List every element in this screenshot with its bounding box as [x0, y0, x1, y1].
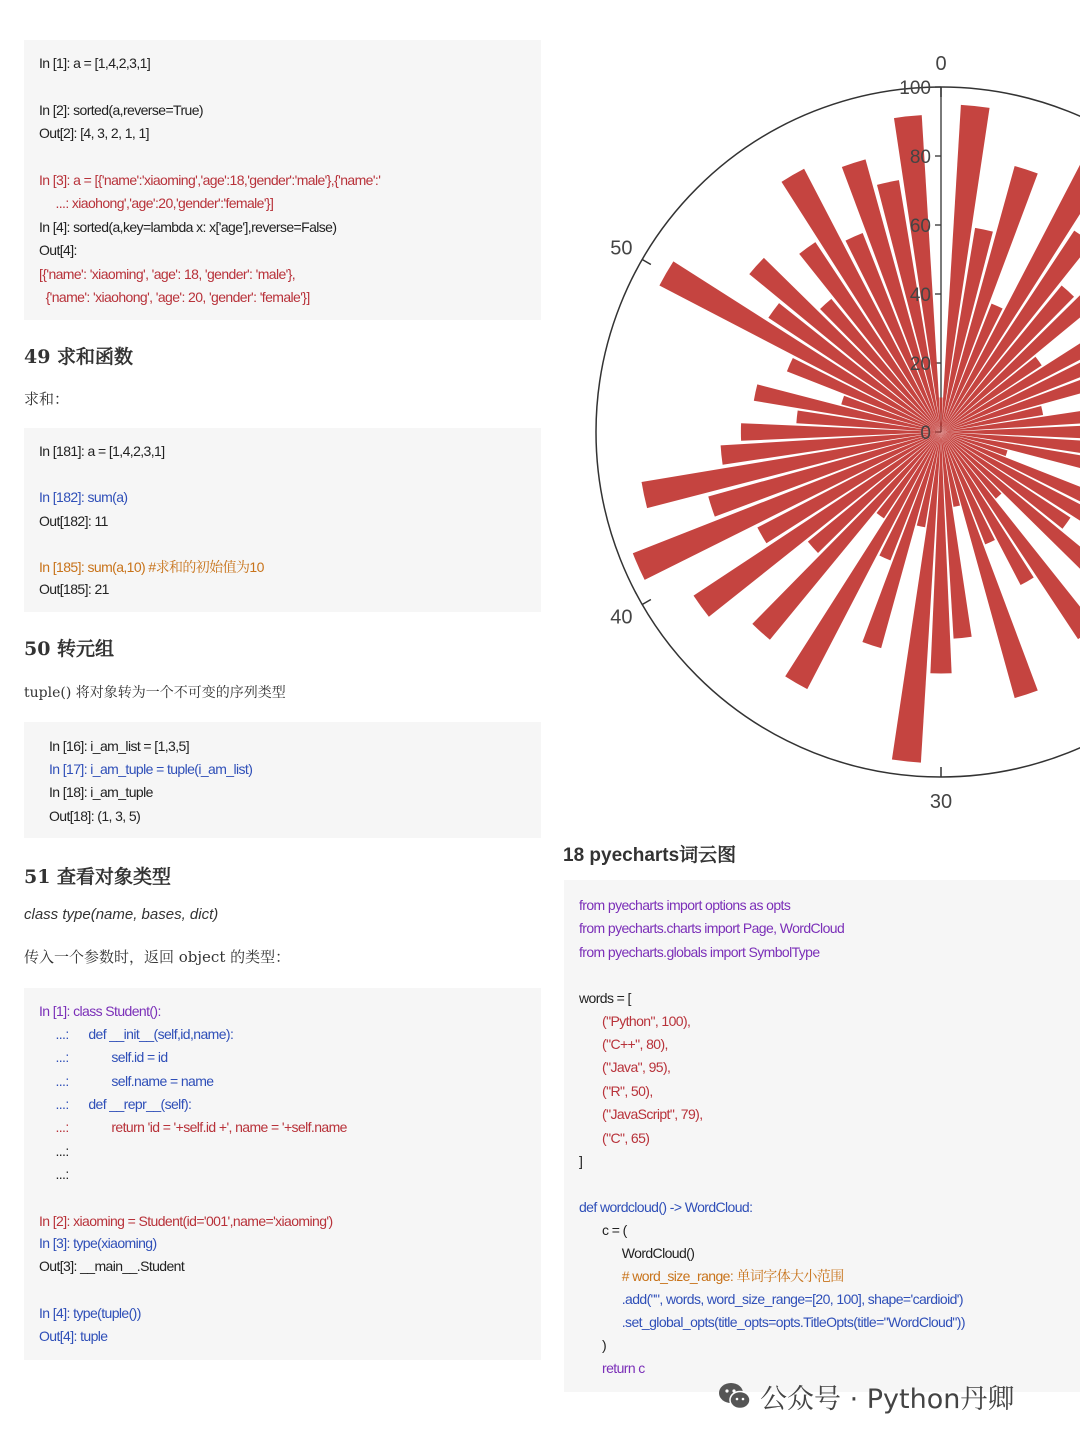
- code-line: In [4]: sorted(a,key=lambda x: x['age'],reverse=False): [39, 219, 337, 235]
- heading-18: 18 pyecharts词云图: [563, 845, 737, 866]
- code-line: In [1]: class Student():: [39, 1003, 161, 1019]
- r-tick-label: 60: [909, 216, 931, 237]
- code-line: WordCloud(): [579, 1245, 695, 1261]
- code-line: ("Java", 95),: [579, 1059, 671, 1075]
- r-tick-label: 100: [899, 78, 931, 99]
- code-line: Out[182]: 11: [39, 513, 108, 529]
- code-line: In [2]: xiaoming = Student(id='001',name='xiaoming'): [39, 1213, 333, 1229]
- theta-tick: [642, 260, 651, 265]
- wechat-icon: [718, 1381, 752, 1411]
- code-line: from pyecharts.globals import SymbolType: [579, 944, 820, 960]
- r-tick-label: 80: [909, 147, 931, 168]
- code-line: .set_global_opts(title_opts=opts.TitleOpts(title="WordCloud")): [579, 1314, 965, 1330]
- code-block-type: [24, 988, 541, 1360]
- code-line: In [16]: i_am_list = [1,3,5]: [49, 738, 190, 754]
- code-line: In [17]: i_am_tuple = tuple(i_am_list): [49, 761, 253, 777]
- code-line: ...: return 'id = '+self.id +', name = '+self.name: [39, 1119, 347, 1135]
- code-line: c = (: [579, 1222, 627, 1238]
- code-line: ): [579, 1337, 607, 1353]
- watermark: [718, 1376, 1058, 1416]
- paragraph-51-signature: class type(name, bases, dict): [24, 906, 219, 923]
- code-line: In [3]: type(xiaoming): [39, 1235, 157, 1251]
- theta-tick-label: 50: [610, 237, 633, 260]
- code-line: ]: [579, 1153, 583, 1169]
- polar-bar-chart: [555, 40, 1080, 840]
- r-tick-label: 0: [920, 423, 931, 444]
- heading-51: 51 查看对象类型: [24, 866, 172, 888]
- code-line: Out[4]: tuple: [39, 1328, 108, 1344]
- code-line: ...: xiaohong','age':20,'gender':'female'}]: [39, 195, 274, 211]
- code-line: # word_size_range: 单词字体大小范围: [579, 1268, 844, 1284]
- code-line: Out[18]: (1, 3, 5): [49, 808, 141, 824]
- code-line: def wordcloud() -> WordCloud:: [579, 1199, 753, 1215]
- code-block-wordcloud: [564, 880, 1080, 1392]
- code-line: ...: self.name = name: [39, 1073, 214, 1089]
- code-line: from pyecharts import options as opts: [579, 897, 791, 913]
- polar-bars: [633, 105, 1080, 763]
- r-tick-label: 20: [909, 354, 931, 375]
- theta-tick-label: 0: [935, 53, 947, 75]
- heading-49: 49 求和函数: [24, 346, 134, 368]
- code-line: {'name': 'xiaohong', 'age': 20, 'gender': 'female'}]: [39, 289, 310, 305]
- r-tick-label: 40: [909, 285, 931, 306]
- code-line: In [4]: type(tuple()): [39, 1305, 141, 1321]
- code-line: In [181]: a = [1,4,2,3,1]: [39, 443, 165, 459]
- code-line: ...: def __repr__(self):: [39, 1096, 192, 1112]
- code-line: In [18]: i_am_tuple: [49, 784, 153, 800]
- paragraph-49: 求和：: [24, 390, 70, 408]
- code-line: words = [: [579, 990, 631, 1006]
- code-block-sum: [24, 428, 541, 612]
- code-line: ("Python", 100),: [579, 1013, 691, 1029]
- code-line: Out[3]: __main__.Student: [39, 1258, 185, 1274]
- code-line: return c: [579, 1360, 645, 1376]
- paragraph-51-desc: 传入一个参数时，返回 object 的类型：: [24, 948, 291, 966]
- code-line: ("R", 50),: [579, 1083, 653, 1099]
- code-line: ("JavaScript", 79),: [579, 1106, 703, 1122]
- code-line: ...: self.id = id: [39, 1049, 168, 1065]
- code-line: [{'name': 'xiaoming', 'age': 18, 'gender': 'male'},: [39, 266, 296, 282]
- code-line: ...:: [39, 1166, 69, 1182]
- code-block-sorted: [24, 40, 541, 320]
- theta-tick-label: 30: [929, 791, 953, 813]
- heading-50: 50 转元组: [24, 638, 115, 660]
- code-line: Out[185]: 21: [39, 581, 109, 597]
- code-line: ("C", 65): [579, 1130, 650, 1146]
- code-line: In [185]: sum(a,10) #求和的初始值为10: [39, 559, 264, 575]
- paragraph-50: tuple() 将对象转为一个不可变的序列类型: [24, 685, 286, 701]
- theta-tick-label: 40: [610, 606, 633, 629]
- code-line: .add("", words, word_size_range=[20, 100], shape='cardioid'): [579, 1291, 963, 1307]
- code-line: In [182]: sum(a): [39, 489, 128, 505]
- code-line: ...: def __init__(self,id,name):: [39, 1026, 234, 1042]
- code-line: from pyecharts.charts import Page, WordCloud: [579, 920, 845, 936]
- code-line: ...:: [39, 1143, 69, 1159]
- code-line: In [2]: sorted(a,reverse=True): [39, 102, 203, 118]
- watermark-text: 公众号 · Python丹卿: [760, 1383, 1015, 1415]
- code-line: Out[4]:: [39, 242, 77, 258]
- theta-tick: [642, 600, 651, 605]
- code-line: Out[2]: [4, 3, 2, 1, 1]: [39, 125, 149, 141]
- code-line: In [1]: a = [1,4,2,3,1]: [39, 55, 151, 71]
- code-line: In [3]: a = [{'name':'xiaoming','age':18,'gender':'male'},{'name':': [39, 172, 381, 188]
- code-block-tuple: [24, 722, 541, 838]
- code-line: ("C++", 80),: [579, 1036, 668, 1052]
